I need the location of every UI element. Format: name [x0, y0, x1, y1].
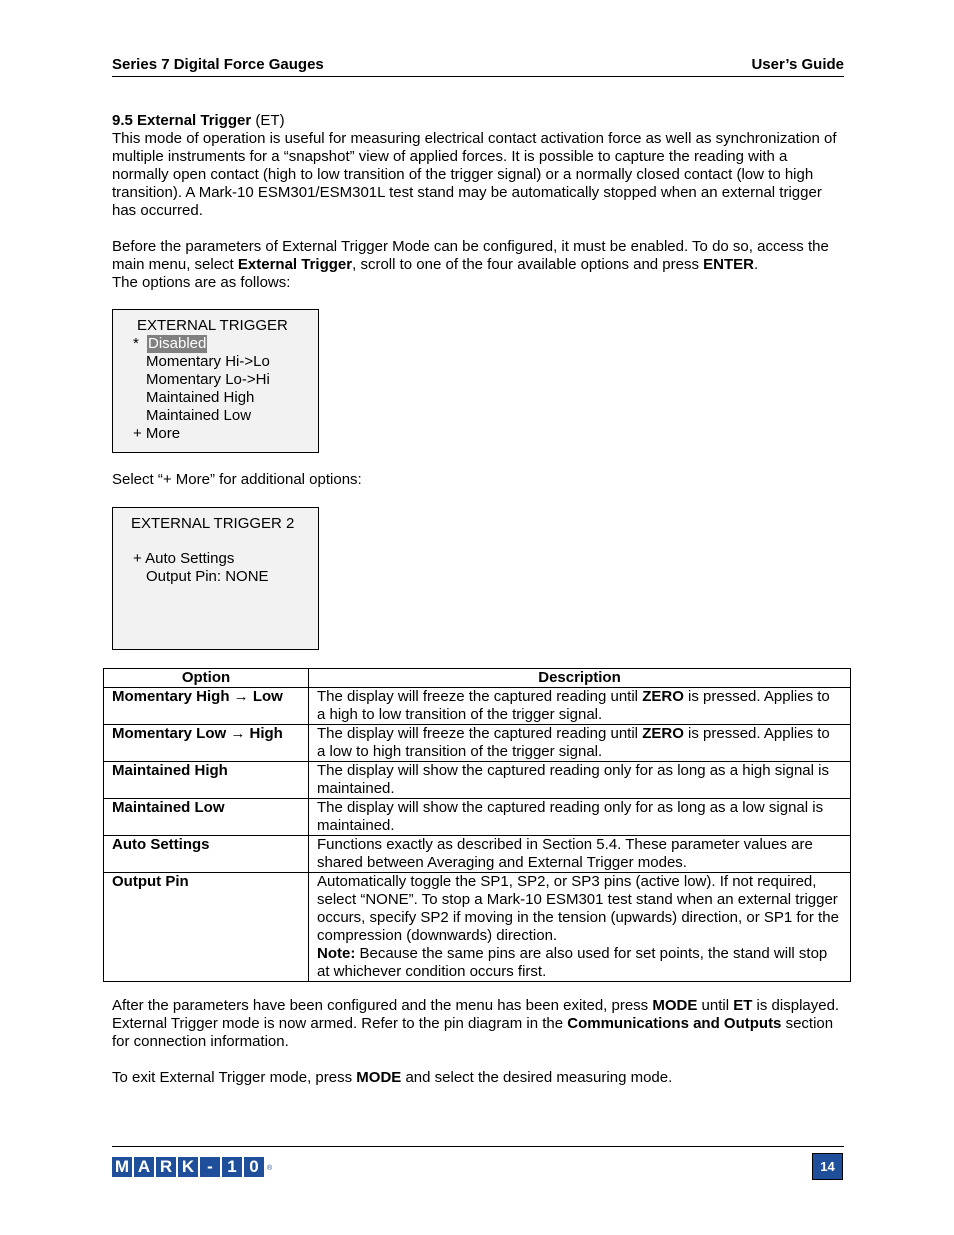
option-cell: Auto Settings: [104, 836, 309, 873]
page-header: [112, 56, 844, 77]
text: is displayed. External Trigger mode is now armed. Refer to the pin diagram in the: [112, 997, 840, 1032]
external-trigger-screen: [112, 309, 319, 453]
text: is pressed. Applies to a low to high transition of the trigger signal.: [317, 725, 830, 760]
note-label: Note:: [317, 945, 356, 962]
logo-letter: M: [112, 1157, 132, 1177]
description-cell: [309, 873, 851, 982]
bold-text: ZERO: [642, 725, 684, 742]
option-momentary-lo-hi[interactable]: Momentary Lo->Hi: [146, 371, 270, 388]
selection-marker: *: [133, 335, 139, 352]
after-paragraph: [112, 997, 844, 1051]
bold-text: ENTER: [703, 256, 754, 273]
logo-letter: 1: [222, 1157, 242, 1177]
bold-text: External Trigger: [237, 256, 353, 273]
text: until: [697, 997, 734, 1014]
intro-paragraph: This mode of operation is useful for measuring electrical contact activation force as well as synchronization of multiple instruments for a “snapshot” view of applied forces. It is possible to capture the reading with a normally open contact (high to low transition of the trigger signal) or a normally closed contact (low to high transition). A Mark-10 ESM301/ESM301L test stand may be automatically stopped when an external trigger has occurred.: [112, 130, 837, 219]
header-title: Series 7 Digital Force Gauges: [112, 56, 324, 73]
logo-letter: A: [134, 1157, 154, 1177]
option-auto-settings[interactable]: + Auto Settings: [133, 550, 235, 567]
screen-title: EXTERNAL TRIGGER: [137, 317, 288, 334]
description-cell: The display will show the captured reading only for as long as a high signal is maintained.: [309, 762, 851, 799]
logo-letter: K: [178, 1157, 198, 1177]
description-cell: [309, 725, 851, 762]
header-guide: User’s Guide: [751, 56, 844, 73]
bold-text: ZERO: [642, 688, 684, 705]
column-header: Option: [104, 669, 309, 688]
text: To exit External Trigger mode, press: [112, 1069, 357, 1086]
description-cell: [309, 688, 851, 725]
option-cell: Momentary High → Low: [104, 688, 309, 725]
option-more[interactable]: + More: [133, 425, 181, 442]
mark-10-logo: [112, 1156, 272, 1178]
description-cell: Functions exactly as described in Section 5.4. These parameter values are shared between Averaging and External Trigger modes.: [309, 836, 851, 873]
table-header-row: [104, 669, 851, 688]
screen-title: EXTERNAL TRIGGER 2: [131, 515, 295, 532]
text: Because the same pins are also used for set points, the stand will stop at whichever condition occurs first.: [317, 945, 828, 980]
footer-divider: [112, 1146, 844, 1147]
column-header: Description: [309, 669, 851, 688]
option-cell: Maintained Low: [104, 799, 309, 836]
section-heading: [112, 112, 844, 130]
table-row: [104, 799, 851, 836]
text: The options are as follows:: [112, 274, 291, 291]
registered-mark: ®: [267, 1165, 273, 1172]
text: Automatically toggle the SP1, SP2, or SP3 pins (active low). If not required, select “NONE”. To stop a Mark-10 ESM301 test stand when an external trigger occurs, specify SP2 if moving in the tension (upwards) direction, or SP1 for the compression (downwards) direction.: [317, 873, 839, 944]
text: and select the desired measuring mode.: [401, 1069, 673, 1086]
section-abbrev: (ET): [251, 112, 285, 129]
option-maintained-low[interactable]: Maintained Low: [146, 407, 252, 424]
text: After the parameters have been configured and the menu has been exited, press: [112, 997, 653, 1014]
exit-paragraph: [112, 1069, 844, 1087]
bold-text: MODE: [652, 997, 698, 1014]
logo-letter: -: [200, 1157, 220, 1177]
table-row: [104, 762, 851, 799]
text: section for connection information.: [112, 1015, 834, 1050]
text: .: [754, 256, 759, 273]
table-row: [104, 836, 851, 873]
text: is pressed. Applies to a high to low transition of the trigger signal.: [317, 688, 830, 723]
enable-paragraph: [112, 238, 844, 292]
option-output-pin[interactable]: Output Pin: NONE: [146, 568, 269, 585]
logo-letter: R: [156, 1157, 176, 1177]
bold-text: MODE: [356, 1069, 402, 1086]
options-table: [103, 668, 851, 982]
option-momentary-hi-lo[interactable]: Momentary Hi->Lo: [146, 353, 270, 370]
option-cell: Output Pin: [104, 873, 309, 982]
option-disabled[interactable]: Disabled: [148, 335, 207, 352]
external-trigger-2-screen: [112, 507, 319, 650]
option-cell: Momentary Low → High: [104, 725, 309, 762]
bold-text: ET: [733, 997, 753, 1014]
description-cell: The display will show the captured reading only for as long as a low signal is maintained.: [309, 799, 851, 836]
page-number: 14: [812, 1153, 843, 1180]
text: Before the parameters of External Trigger Mode can be configured, it must be enabled. To do so, access the main menu, select: [112, 238, 829, 273]
text: , scroll to one of the four available options and press: [352, 256, 704, 273]
bold-text: Communications and Outputs: [567, 1015, 782, 1032]
text: The display will freeze the captured reading until: [317, 688, 643, 705]
table-row: [104, 688, 851, 725]
option-cell: Maintained High: [104, 762, 309, 799]
text: The display will freeze the captured reading until: [317, 725, 643, 742]
logo-letter: 0: [244, 1157, 264, 1177]
table-row: [104, 873, 851, 982]
option-maintained-high[interactable]: Maintained High: [146, 389, 255, 406]
table-row: [104, 725, 851, 762]
section-title: 9.5 External Trigger: [112, 112, 252, 129]
select-more-text: Select “+ More” for additional options:: [112, 471, 362, 488]
